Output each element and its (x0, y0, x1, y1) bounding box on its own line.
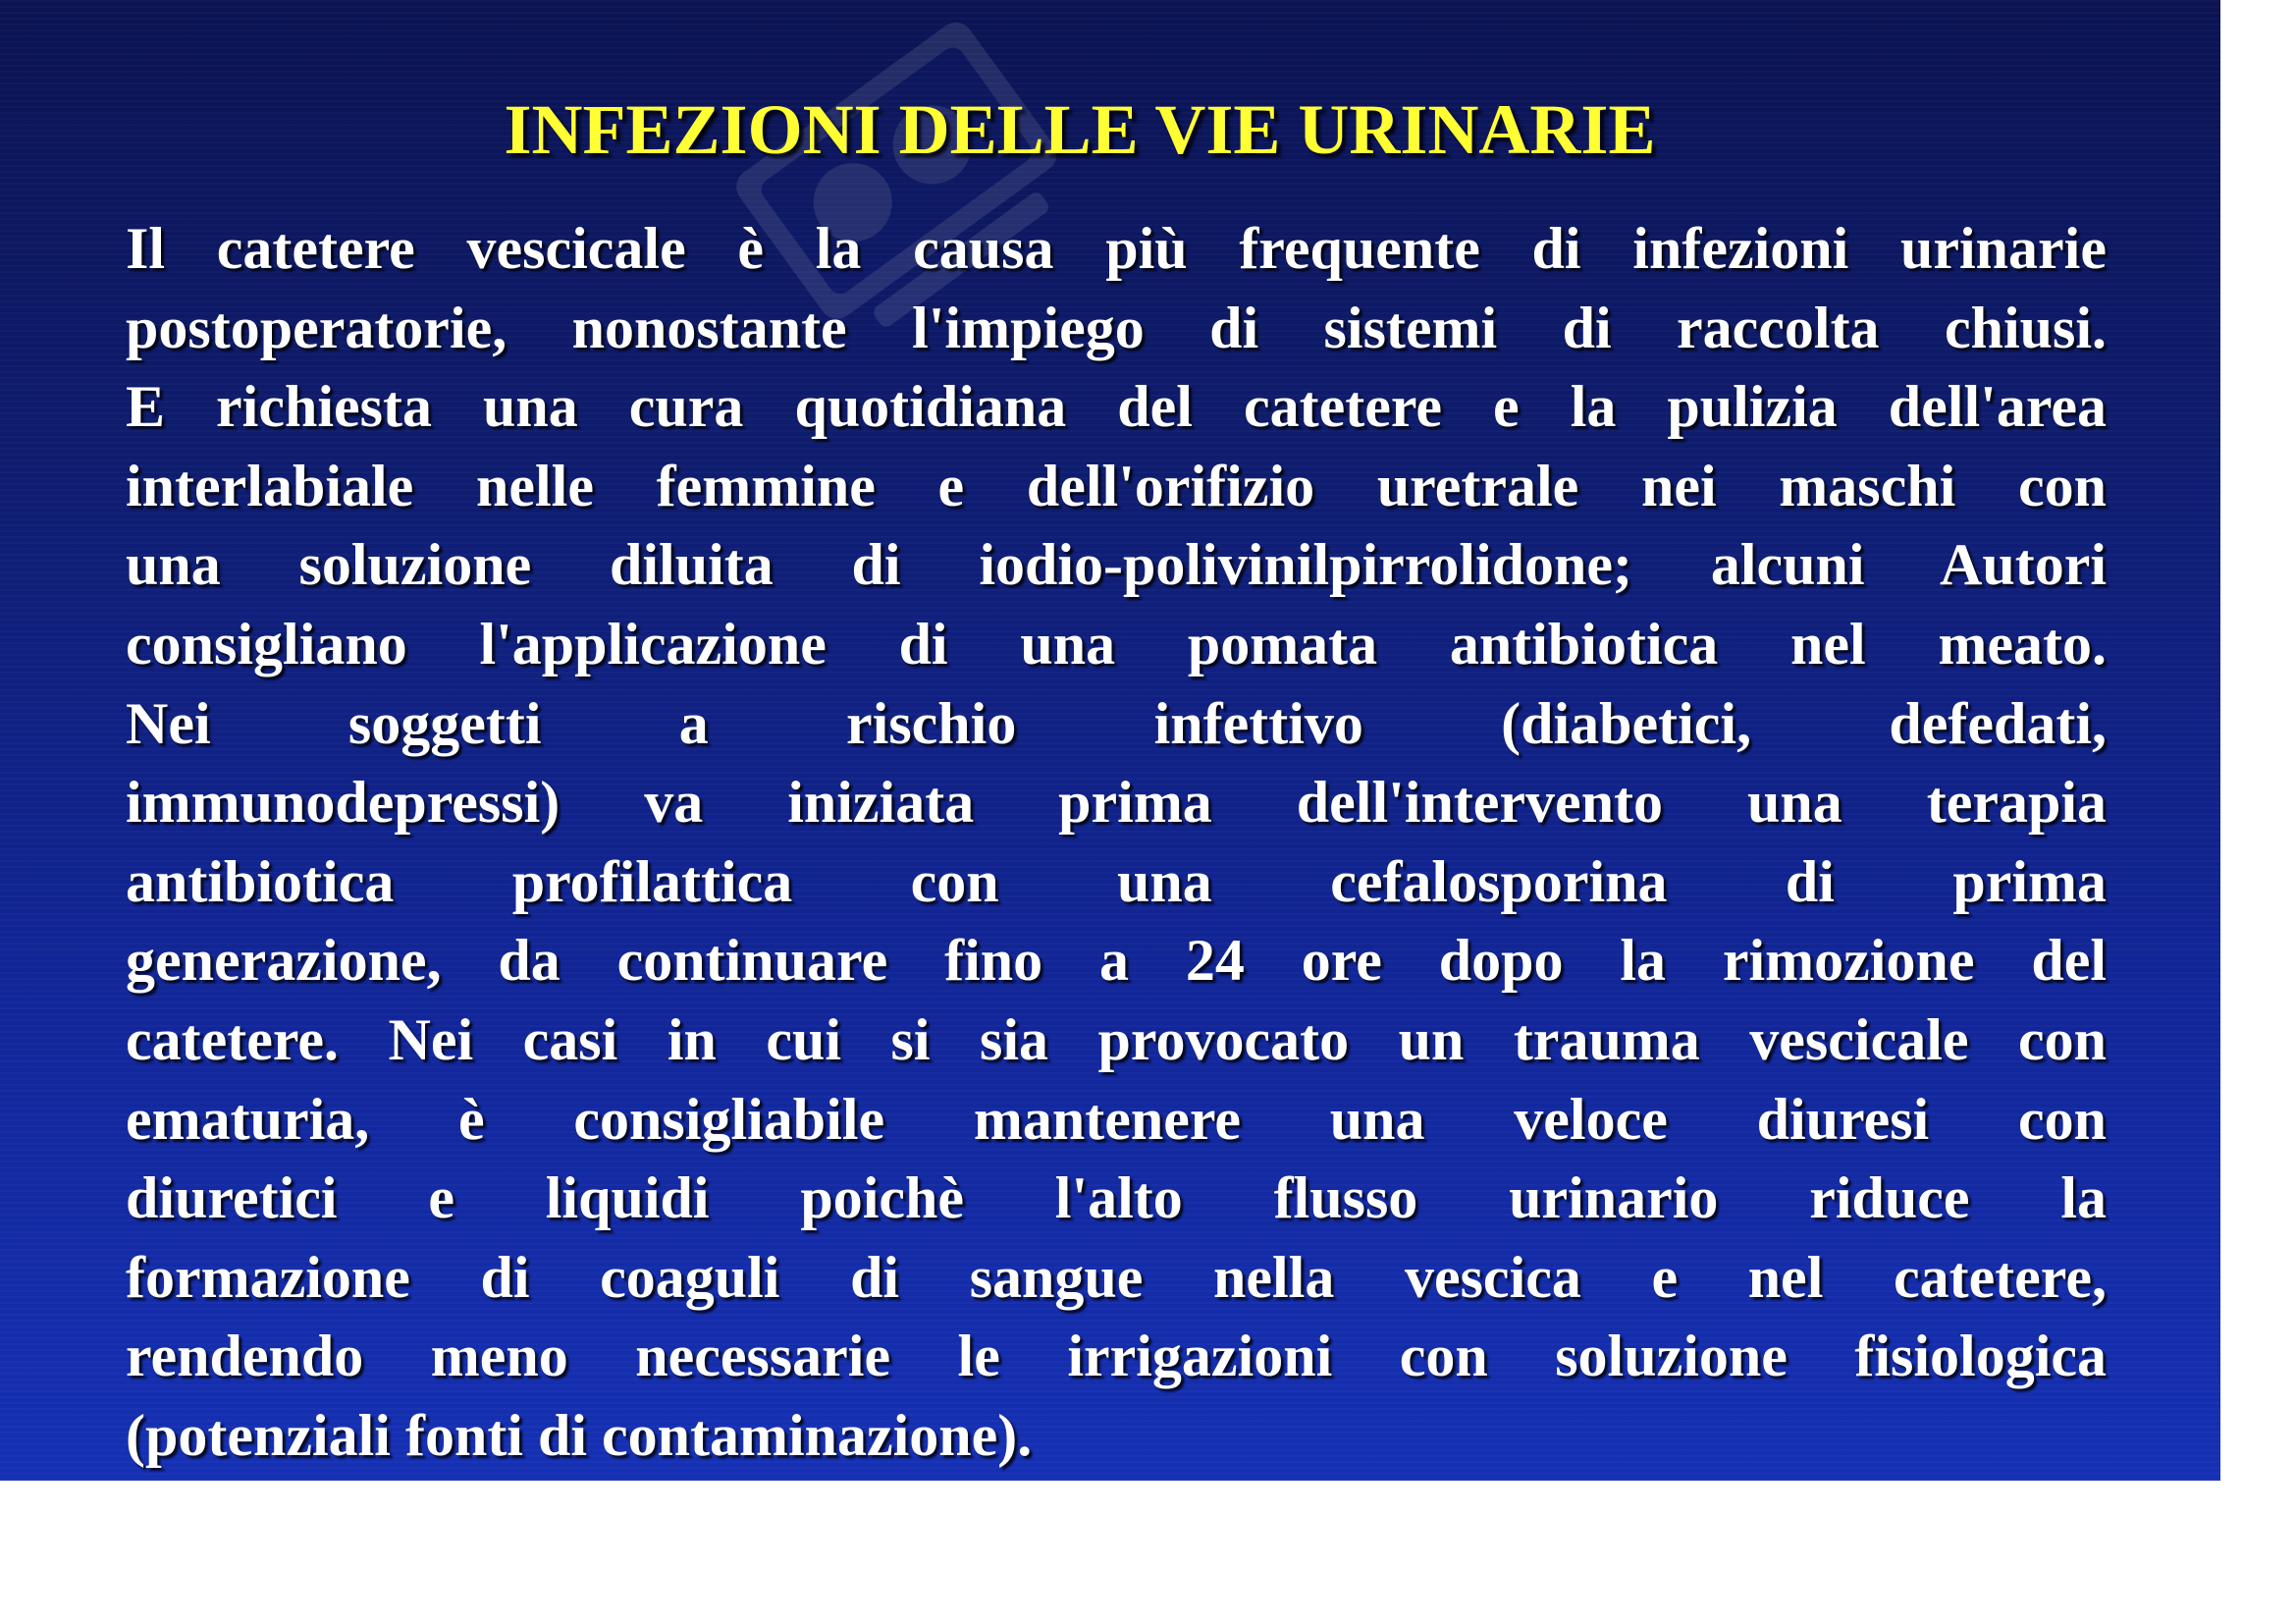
body-line: Nei soggetti a rischio infettivo (diabetici, defedati, (126, 690, 2107, 756)
body-line: Il catetere vescicale è la causa più frequente di infezioni urinarie (126, 216, 2107, 281)
body-line: formazione di coaguli di sangue nella vescica e nel catetere, (126, 1244, 2107, 1310)
slide-title: INFEZIONI DELLE VIE URINARIE (504, 90, 1656, 169)
body-line: diuretici e liquidi poichè l'alto flusso urinario riduce la (126, 1165, 2107, 1231)
body-line: E richiesta una cura quotidiana del catetere e la pulizia dell'area (126, 374, 2107, 440)
body-line: ematuria, è consigliabile mantenere una veloce diuresi con (126, 1086, 2107, 1152)
body-line: generazione, da continuare fino a 24 ore dopo la rimozione del (126, 928, 2107, 994)
body-line: (potenziali fonti di contaminazione). (126, 1402, 1033, 1468)
body-paragraph (126, 209, 2107, 1476)
body-line: interlabiale nelle femmine e dell'orifizio uretrale nei maschi con (126, 453, 2107, 518)
body-line: catetere. Nei casi in cui si sia provocato un trauma vescicale con (126, 1006, 2107, 1072)
body-line: una soluzione diluita di iodio-polivinilpirrolidone; alcuni Autori (126, 532, 2107, 598)
body-line: immunodepressi) va iniziata prima dell'intervento una terapia (126, 770, 2107, 836)
body-line: postoperatorie, nonostante l'impiego di sistemi di raccolta chiusi. (126, 295, 2107, 360)
body-line: rendendo meno necessarie le irrigazioni con soluzione fisiologica (126, 1324, 2107, 1389)
body-line: antibiotica profilattica con una cefalosporina di prima (126, 848, 2107, 914)
body-line: consigliano l'applicazione di una pomata antibiotica nel meato. (126, 611, 2107, 676)
